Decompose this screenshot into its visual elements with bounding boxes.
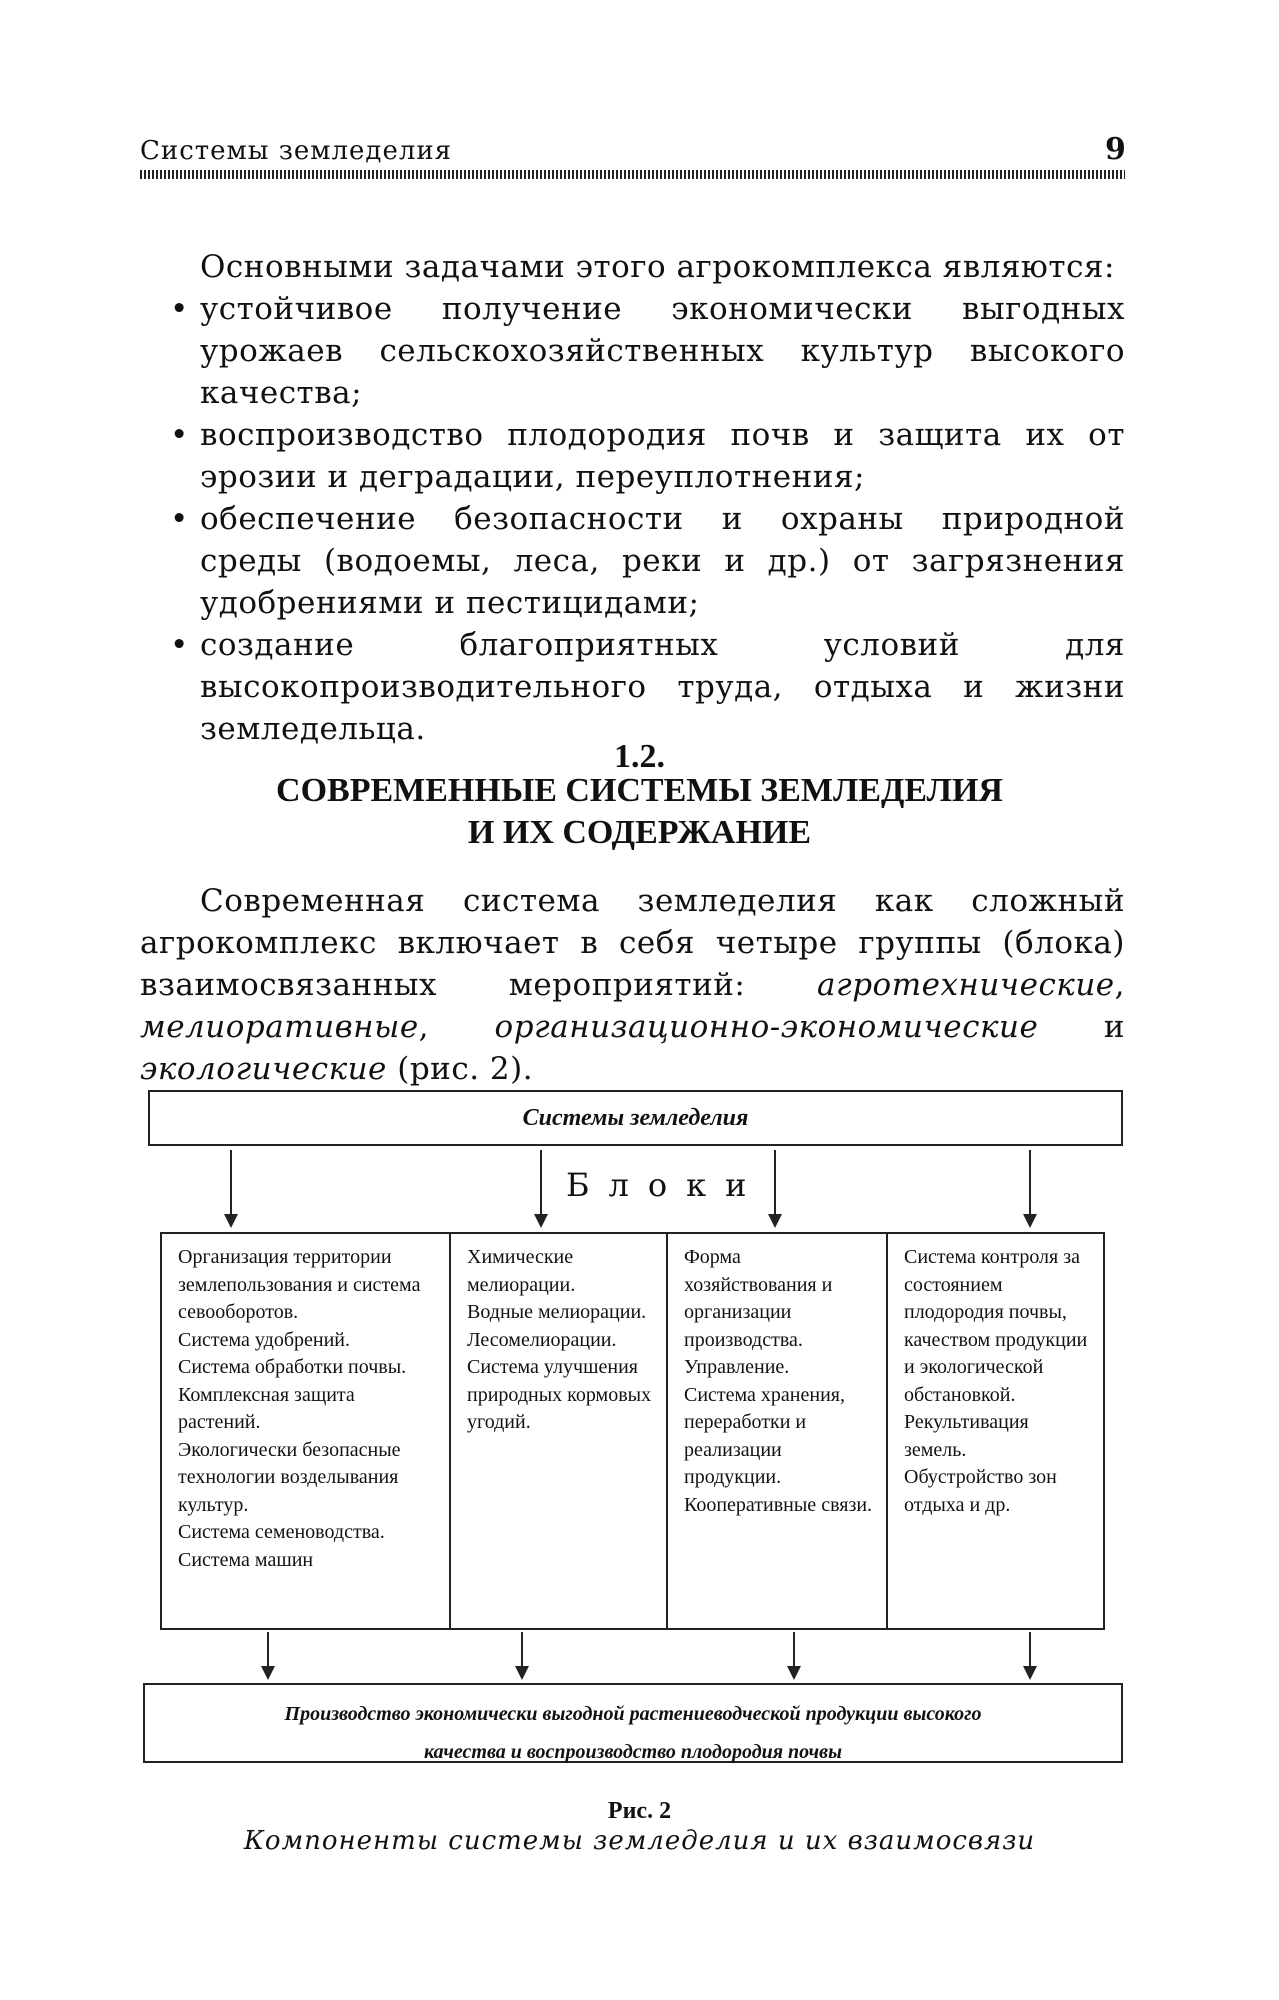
term-ecological: экологические [140,1051,387,1087]
arrow-down-icon [230,1150,232,1226]
arrow-down-icon [793,1632,795,1678]
arrow-down-icon [521,1632,523,1678]
block-melioration: Химические мелиорации. Водные мелиорации. Лесомелиорации. Система улучшения природных кормовых угодий. [449,1232,668,1630]
block-agrotechnical: Организация территории землепользования и система севооборотов. Система удобрений. Система обработки почвы. Комплексная защита растений. Экологически безопасные технологии возделывания культур. Система семеноводства. Система машин [160,1232,451,1630]
block-ecological: Система контроля за состоянием плодородия почвы, качеством продукции и экологической обстановкой. Рекультивация земель. Обустройство зон отдыха и др. [886,1232,1105,1630]
bullet-icon: • [170,291,189,327]
list-item: • устойчивое получение экономически выгодных урожаев сельскохозяйственных культур высокого качества; [170,288,1125,414]
bullet-list [170,288,1125,750]
arrow-down-icon [774,1150,776,1226]
arrow-down-icon [1029,1632,1031,1678]
bullet-icon: • [170,627,189,663]
section-title: СОВРЕМЕННЫЕ СИСТЕМЫ ЗЕМЛЕДЕЛИЯ И ИХ СОДЕРЖАНИЕ [276,772,1003,851]
section-number: 1.2. [614,738,665,775]
intro-text: Основными задачами этого агрокомплекса являются: [200,249,1115,285]
term-agrotechnical: агротехнические [817,967,1115,1003]
arrow-down-icon [540,1150,542,1226]
figure-caption: Компоненты системы земледелия и их взаимосвязи [243,1826,1036,1856]
bullet-icon: • [170,417,189,453]
arrow-down-icon [1029,1150,1031,1226]
body-paragraph: Современная система земледелия как сложный агрокомплекс включает в себя четыре группы (блока) взаимосвязанных мероприятий: агротехнические, мелиоративные, организационно-экономические и экологические (рис. 2). [140,883,1125,1087]
term-melioration: мелиоративные [140,1009,419,1045]
figure-number: Рис. 2 [607,1798,672,1824]
page-number: 9 [1105,132,1126,167]
list-item: • воспроизводство плодородия почв и защита их от эрозии и деградации, переуплотнения; [170,414,1125,498]
header-rule [140,170,1125,179]
arrow-down-icon [267,1632,269,1678]
diagram-result-box: Производство экономически выгодной растениеводческой продукции высокого качества и воспроизводство плодородия почвы [143,1683,1123,1763]
term-organizational: организационно-экономические [494,1009,1039,1045]
list-item: • обеспечение безопасности и охраны природной среды (водоемы, леса, реки и др.) от загрязнения удобрениями и пестицидами; [170,498,1125,624]
block-organizational: Форма хозяйствования и организации производства. Управление. Система хранения, переработки и реализации продукции. Кооперативные связи. [666,1232,888,1630]
blocks-label: Блоки [566,1166,766,1204]
bullet-icon: • [170,501,189,537]
list-item: • создание благоприятных условий для высокопроизводительного труда, отдыха и жизни земледельца. [170,624,1125,750]
diagram-top-box: Системы земледелия [148,1090,1123,1146]
running-header-title: Системы земледелия [140,136,453,166]
